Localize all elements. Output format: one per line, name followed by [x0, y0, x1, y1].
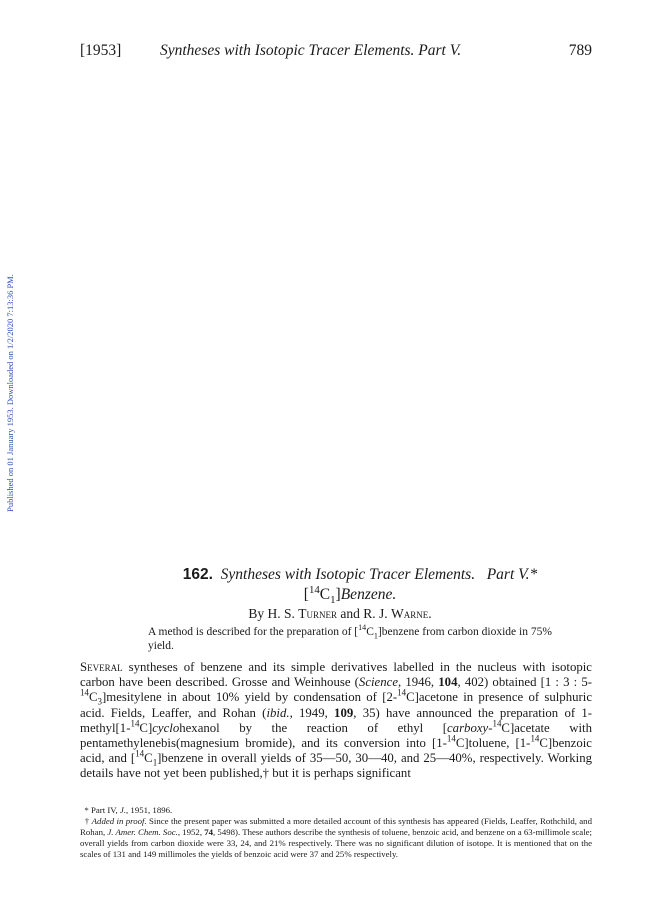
body-t4: C]	[139, 720, 153, 735]
footnote-star-rest: , 1951, 1896.	[126, 805, 173, 815]
body-t10: ]benzene in overall yields of 35—50, 30—40, and 25—40%, respectively. Working details have not yet been published,† but it is perhaps significant	[80, 751, 592, 781]
body-sup2: 14	[397, 688, 407, 699]
body-c1: C	[144, 751, 153, 766]
subtitle-sup: 14	[308, 583, 320, 596]
subtitle-name: Benzene.	[340, 586, 397, 603]
body-cyclo: cyclo	[152, 720, 180, 735]
footnote-star-j: J.	[119, 805, 127, 815]
subtitle-c: C	[319, 586, 331, 603]
abstract	[148, 625, 572, 653]
subtitle-sub: 1	[330, 594, 336, 607]
article-number: 162.	[182, 566, 213, 583]
footnote-dagger	[80, 816, 592, 860]
body-carboxy: carboxy	[446, 720, 489, 735]
running-title: Syntheses with Isotopic Tracer Elements. Part V.	[160, 42, 462, 59]
author1-surname: Turner	[298, 606, 337, 621]
footnote-jacs-year: , 1952,	[177, 827, 205, 837]
body-t5: hexanol by the reaction of ethyl [	[179, 720, 447, 735]
body-sub1: 1	[152, 757, 158, 768]
article-part: Part V.*	[486, 566, 538, 583]
abstract-part2: ]benzene from carbon dioxide in 75% yield.	[148, 626, 552, 652]
subtitle-bracket-open: [	[303, 586, 309, 603]
page-number: 789	[568, 42, 592, 59]
abstract-sup: 14	[358, 623, 367, 633]
body-ibid: ibid.	[266, 705, 290, 720]
body-t3: C]acetone in presence of sulphuric acid. Fields, Leaffer, and Rohan (	[80, 690, 592, 720]
body-journal1: Science	[358, 675, 398, 690]
author-by: By H. S.	[248, 606, 295, 621]
abstract-sub: 1	[373, 631, 378, 641]
subtitle-bracket-close: ]	[335, 586, 341, 603]
download-sidebar-note: Published on 01 January 1953. Downloaded on 1/2/2020 7:13:36 PM.	[5, 274, 15, 512]
body-ref1-vol: 104	[438, 675, 458, 690]
body-ref1: , 1946,	[398, 675, 439, 690]
body-t2: ]mesitylene in about 10% yield by condensation of [2-	[101, 690, 398, 705]
body-t6: -	[488, 720, 493, 735]
footnote-star	[80, 805, 592, 816]
footnote-star-text: * Part IV,	[84, 805, 120, 815]
footnote-jacs-vol: 74	[204, 827, 214, 837]
body-ref1-rest: , 402) obtained [1 : 3 : 5-	[457, 675, 592, 690]
article-title	[130, 566, 590, 584]
article-title-text: Syntheses with Isotopic Tracer Elements.	[220, 566, 476, 583]
body-sup3: 14	[130, 718, 140, 729]
footnote-dagger-text: Since the present paper was submitted a more detailed account of this synthesis has appeared (Fields, Leaffer, Rothchild, and Rohan,	[80, 816, 592, 837]
body-sup1: 14	[80, 688, 89, 699]
footnote-added: Added in proof.	[91, 816, 147, 826]
abstract-part1: A method is described for the preparation of [	[148, 626, 359, 638]
author2-surname: Warne.	[391, 606, 432, 621]
author-and: and R. J.	[340, 606, 388, 621]
footnote-dagger-mark: †	[84, 816, 92, 826]
body-c3: C	[88, 690, 98, 705]
article-subtitle	[120, 583, 580, 607]
body-t8: C]toluene, [1-	[455, 736, 531, 751]
abstract-mid: C	[366, 626, 374, 638]
body-t9: C]benzoic acid, and [	[80, 736, 592, 766]
body-t7: C]acetate with pentamethylenebis(magnesium bromide), and its conversion into [1-	[80, 720, 592, 751]
body-ref2: , 1949,	[289, 705, 335, 720]
authors	[100, 606, 580, 622]
footnotes	[80, 805, 592, 860]
body-t1: syntheses of benzene and its simple derivatives labelled in the nucleus with isotopic carbon have been described. Grosse and Weinhouse (	[80, 660, 592, 690]
footnote-jacs: J. Amer. Chem. Soc.	[107, 827, 178, 837]
body-sup7: 14	[135, 748, 145, 759]
footnote-jacs-rest: , 5498). These authors describe the synthesis of toluene, benzoic acid, and benzene on a 63-millimole scale; overall yields from carbon dioxide were 33, 24, and 21% respectively. There was no significant dilution of isotope. It is mentioned that on the scales of 131 and 149 millimoles the yields of benzoic acid were 37 and 25% respectively.	[80, 827, 593, 859]
body-sup6: 14	[530, 733, 540, 744]
body-sub3: 3	[97, 696, 102, 707]
body-sup5: 14	[446, 733, 456, 744]
body-ref2-vol: 109	[334, 705, 354, 720]
body-lead: Several	[80, 660, 123, 674]
body-sup4: 14	[492, 718, 502, 729]
body-text	[80, 660, 592, 782]
header-year: [1953]	[80, 42, 122, 59]
body-ref2-rest: , 35) have announced the preparation of 1-methyl[1-	[80, 705, 592, 735]
